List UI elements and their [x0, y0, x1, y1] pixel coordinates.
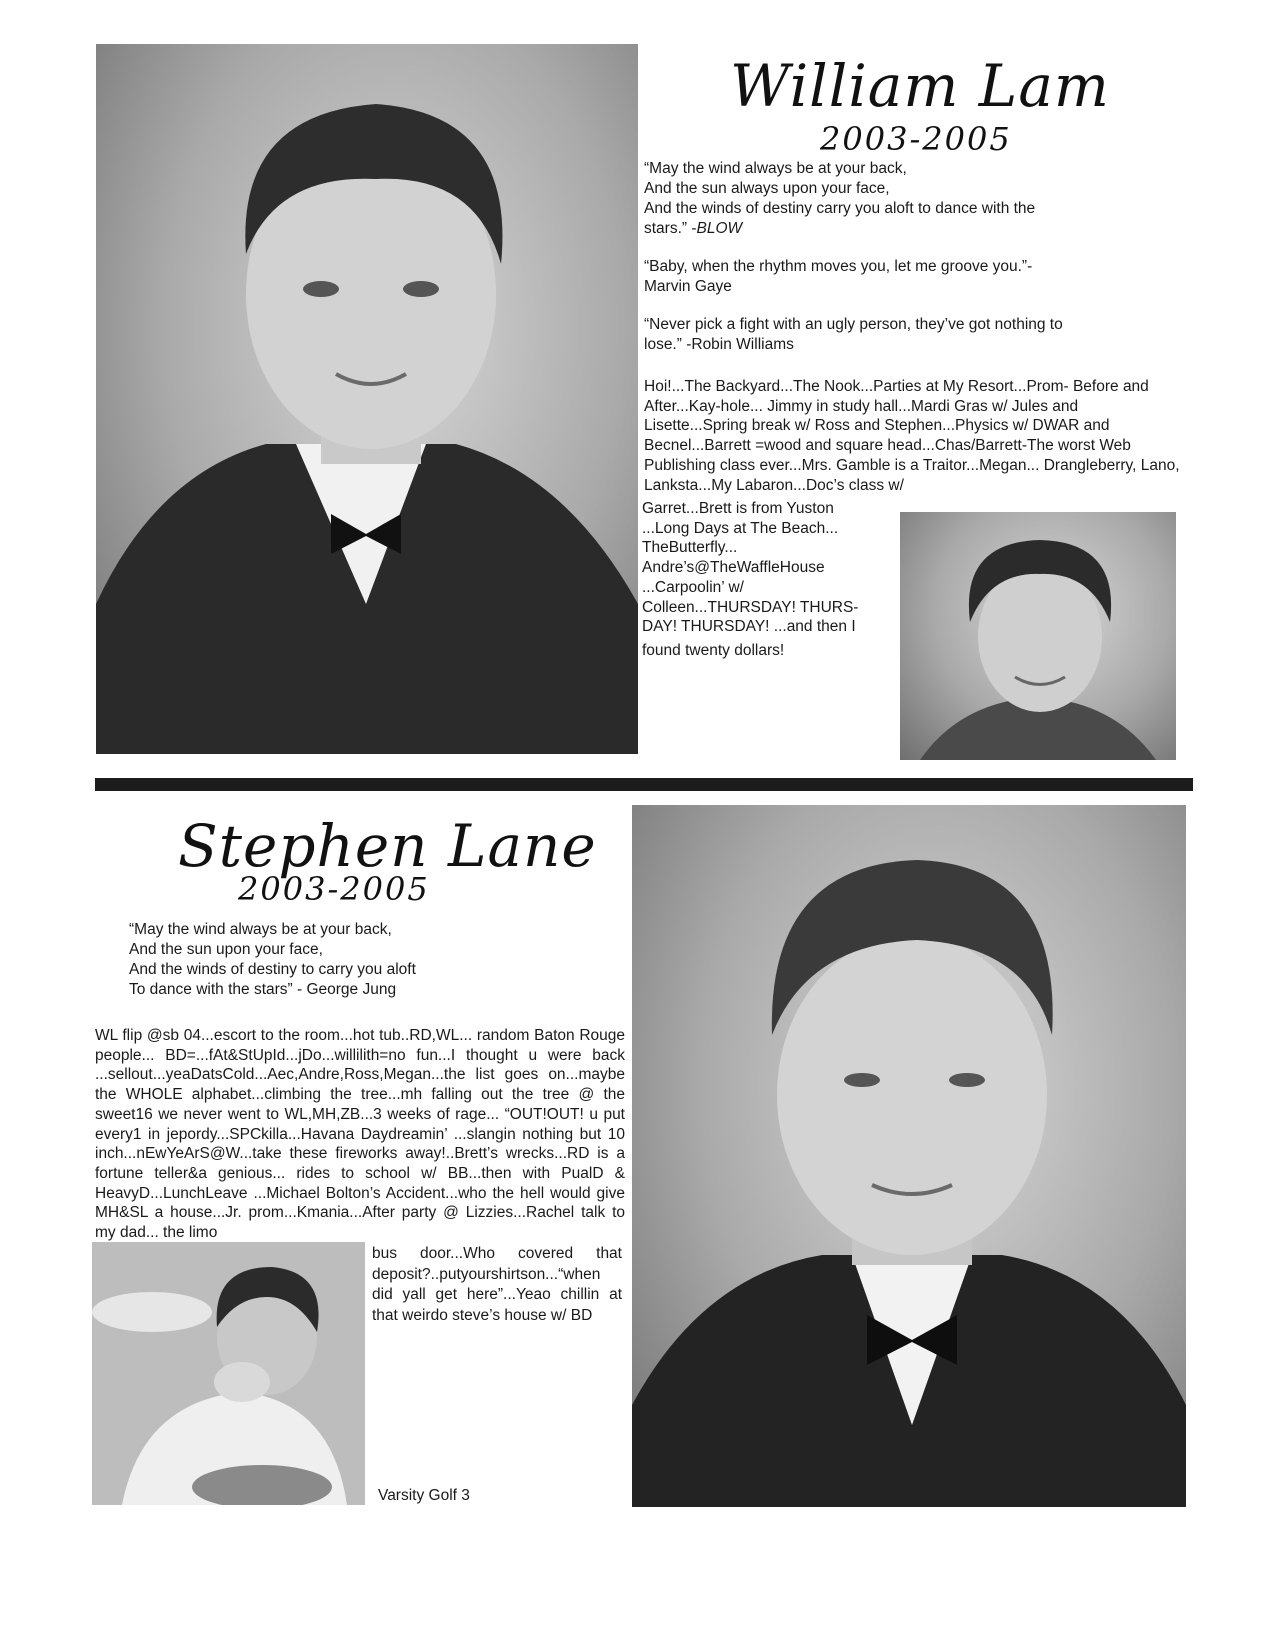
memory-line: Colleen...THURSDAY! THURS-	[642, 598, 859, 616]
stephen-activities: Varsity Golf 3	[378, 1487, 470, 1504]
william-lam-portrait	[96, 44, 638, 754]
quote-line: Marvin Gaye	[644, 278, 732, 295]
memory-line: Garret...Brett is from Yuston	[642, 500, 834, 517]
memory-line: TheButterfly...	[642, 539, 738, 557]
memory-line: Andre’s@TheWaffleHouse	[642, 559, 825, 577]
william-quote-2	[644, 257, 1084, 297]
stephen-quote	[129, 920, 569, 1018]
memory-line: DAY! THURSDAY! ...and then I	[642, 618, 856, 636]
stephen-memories-side: bus door...Who covered that deposit?..putyourshirtson...“when did yall get here”...Yeao chillin at that weirdo steve’s house w/ BD	[372, 1245, 622, 1324]
memory-line: ...Long Days at The Beach...	[642, 519, 839, 537]
memory-line: found twenty dollars!	[642, 641, 785, 659]
quote-line: “Never pick a fight with an ugly person, they’ve got nothing to	[644, 316, 1063, 333]
william-memories: Hoi!...The Backyard...The Nook...Parties at My Resort...Prom- Before and After...Kay-hole... Jimmy in study hall...Mardi Gras w/ Jules and Lisette...Spring break w/ Ross and Stephen...Physics w/ DWAR and Becnel...Barrett =wood and square head...Chas/Barrett-The worst Web Publishing class ever...Mrs. Gamble is a Traitor...Megan... Drangleberry, Lano, Lanksta...My Labaron...Doc’s class w/	[644, 378, 1180, 494]
stephen-memories: WL flip @sb 04...escort to the room...hot tub..RD,WL... random Baton Rouge people... BD=...fAt&StUpId...jDo...willilith=no fun...I thought u were back ...sellout...yeaDatsCold...Aec,Andre,Ross,Megan...the list goes on...maybe the WHOLE alphabet...climbing the tree...mh falling out the tree @ the sweet16 we never went to WL,MH,ZB...3 weeks of rage... “OUT!OUT! u put every1 in jepordy...SPCkilla...Havana Daydreamin’ ...slangin nothing but 10 inch...nEwYeArS@W...take these fireworks away!..Brett’s wrecks...RD is a fortune teller&a genious... rides to school w/ BB...then with PualD & HeavyD...LunchLeave ...Michael Bolton’s Accident...who the hell would give MH&SL a house...Jr. prom...Kmania...After party @ Lizzies...Rachel talk to my dad... the limo	[95, 1027, 625, 1242]
quote-line: To dance with the stars” - George Jung	[129, 981, 397, 998]
quote-line: And the sun upon your face,	[129, 941, 323, 958]
quote-attribution: BLOW	[696, 220, 743, 237]
stephen-candid-photo	[92, 1242, 365, 1505]
william-quotes	[644, 159, 1084, 373]
william-name-heading: William Lam	[730, 52, 1110, 120]
stephen-name-heading: Stephen Lane	[178, 812, 597, 880]
quote-line: “Baby, when the rhythm moves you, let me groove you.”-	[644, 258, 1033, 275]
quote-line: And the winds of destiny carry you aloft to dance with the	[644, 200, 1036, 217]
section-divider	[95, 778, 1193, 791]
quote-line: “May the wind always be at your back,	[644, 160, 907, 177]
quote-line-last	[644, 219, 1084, 239]
william-quote-3	[644, 315, 1084, 355]
quote-line: And the sun always upon your face,	[644, 180, 890, 197]
stephen-quote-block	[129, 920, 569, 1000]
william-quote-1	[644, 159, 1084, 239]
william-memories-side	[642, 499, 887, 661]
stephen-lane-portrait	[632, 805, 1186, 1507]
quote-line: And the winds of destiny to carry you aloft	[129, 961, 416, 978]
william-candid-photo	[900, 512, 1176, 760]
quote-tail: stars.” -	[644, 220, 697, 237]
quote-line: lose.” -Robin Williams	[644, 336, 794, 353]
william-years: 2003-2005	[820, 120, 1012, 158]
stephen-years: 2003-2005	[238, 870, 430, 908]
memory-line: ...Carpoolin’ w/	[642, 578, 744, 596]
quote-line: “May the wind always be at your back,	[129, 921, 392, 938]
